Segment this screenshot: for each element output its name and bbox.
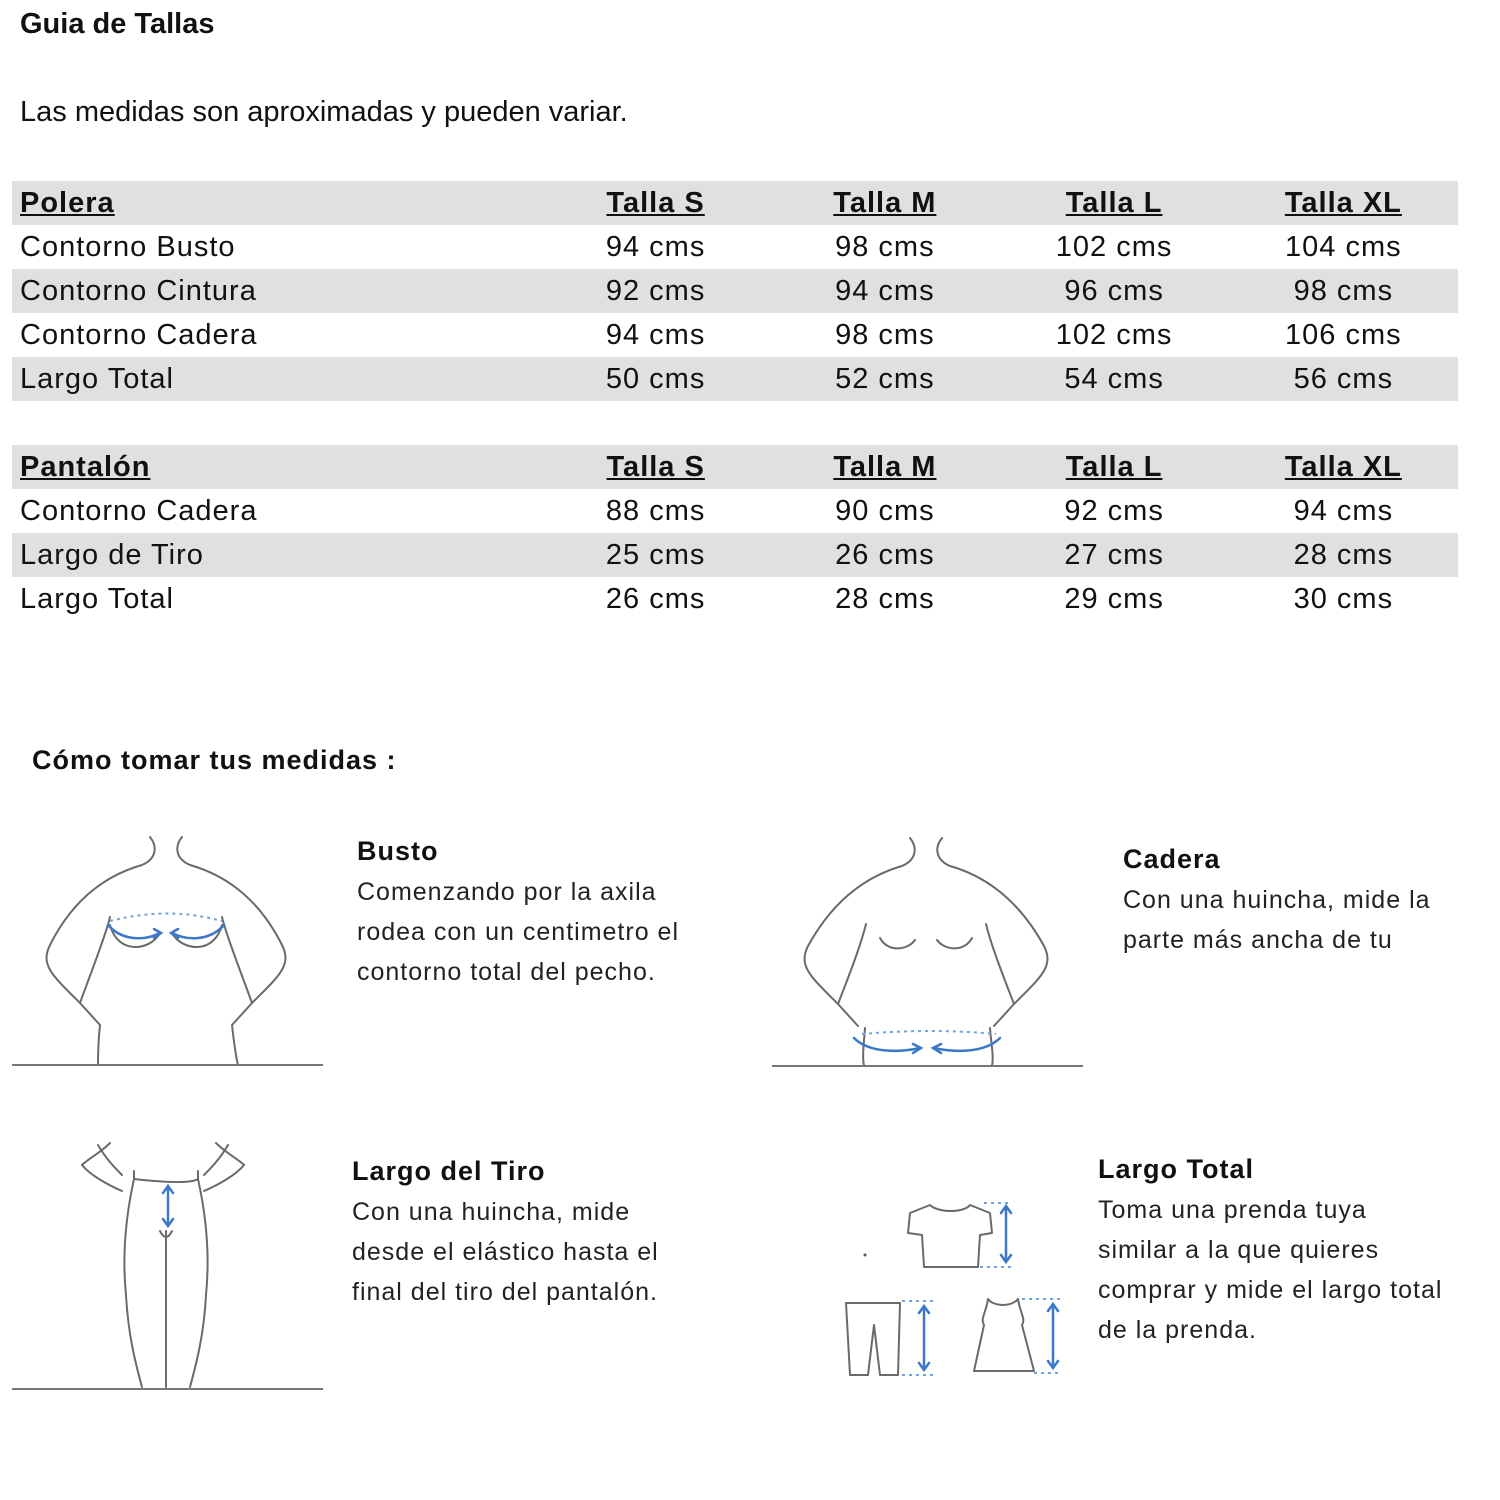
largo-heading: Largo Total — [1098, 1154, 1254, 1184]
table-cell: 94 cms — [1293, 494, 1394, 527]
table-cell: 25 cms — [541, 533, 770, 577]
column-header: Talla S — [541, 445, 770, 489]
row-label: Contorno Busto — [20, 230, 236, 263]
table-cell: 26 cms — [770, 533, 999, 577]
column-header: Talla S — [541, 181, 770, 225]
largo-line: similar a la que quieres — [1098, 1236, 1380, 1264]
table-row — [12, 313, 1458, 357]
table-cell: 52 cms — [770, 357, 999, 401]
cadera-line: parte más ancha de tu — [1123, 926, 1393, 954]
table-cell: 106 cms — [1285, 318, 1402, 351]
table-cell: 104 cms — [1285, 230, 1402, 263]
cadera-description — [1123, 880, 1500, 960]
table-cell: 90 cms — [835, 494, 935, 527]
table-cell: 88 cms — [605, 494, 706, 527]
table-cell: 28 cms — [835, 582, 935, 615]
table-cell: 30 cms — [1293, 582, 1394, 615]
table-cell: 56 cms — [1229, 357, 1458, 401]
largo-description — [1098, 1190, 1498, 1350]
table-row — [12, 577, 1458, 621]
table-cell: 94 cms — [605, 318, 706, 351]
cadera-heading: Cadera — [1123, 844, 1221, 874]
tiro-line: Con una huincha, mide — [352, 1198, 631, 1226]
row-label: Largo Total — [12, 357, 541, 401]
table-cell: 96 cms — [999, 269, 1228, 313]
table-cell: 92 cms — [1064, 494, 1164, 527]
garment-length-illustration — [840, 1195, 1070, 1385]
table-cell: 28 cms — [1229, 533, 1458, 577]
size-table-pantalon — [12, 445, 1458, 621]
table-row — [12, 225, 1458, 269]
busto-line: Comenzando por la axila — [357, 878, 657, 906]
row-label: Largo Total — [20, 582, 174, 615]
row-label: Contorno Cadera — [20, 318, 258, 351]
table-cell: 98 cms — [1229, 269, 1458, 313]
largo-line: de la prenda. — [1098, 1316, 1257, 1344]
size-table-polera — [12, 181, 1458, 401]
table-cell: 50 cms — [541, 357, 770, 401]
table-cell: 92 cms — [541, 269, 770, 313]
table-cell: 98 cms — [835, 230, 935, 263]
table-cell: 102 cms — [1055, 230, 1173, 263]
largo-line: Toma una prenda tuya — [1098, 1196, 1367, 1224]
table-cell: 94 cms — [605, 230, 706, 263]
busto-line: contorno total del pecho. — [357, 958, 656, 986]
table-header-row — [12, 181, 1458, 225]
busto-description — [357, 872, 777, 992]
tiro-line: final del tiro del pantalón. — [352, 1278, 658, 1306]
table-cell: 29 cms — [1064, 582, 1164, 615]
table-cell: 102 cms — [1055, 318, 1173, 351]
tiro-heading: Largo del Tiro — [352, 1156, 546, 1186]
column-header: Talla XL — [1229, 445, 1458, 489]
column-header: Talla L — [1000, 445, 1229, 489]
cadera-line: Con una huincha, mide la — [1123, 886, 1431, 914]
column-header: Talla M — [770, 181, 999, 225]
table-row — [12, 269, 1458, 313]
busto-heading: Busto — [357, 836, 439, 866]
column-header: Polera — [12, 181, 541, 225]
row-label: Contorno Cadera — [20, 494, 258, 527]
table-row — [12, 357, 1458, 401]
rise-measure-illustration — [10, 1135, 325, 1395]
column-header: Talla M — [770, 445, 999, 489]
table-row — [12, 533, 1458, 577]
page-subtitle: Las medidas son aproximadas y pueden variar. — [20, 96, 628, 128]
column-header: Talla XL — [1229, 181, 1458, 225]
tiro-description — [352, 1192, 772, 1312]
table-cell: 26 cms — [605, 582, 706, 615]
column-header: Talla L — [999, 181, 1228, 225]
table-cell: 98 cms — [835, 318, 935, 351]
table-row — [12, 489, 1458, 533]
table-cell: 27 cms — [1000, 533, 1229, 577]
bust-measure-illustration — [10, 825, 325, 1075]
table-header-row — [12, 445, 1458, 489]
how-to-measure-title: Cómo tomar tus medidas : — [32, 745, 397, 775]
row-label: Contorno Cintura — [12, 269, 541, 313]
page-title: Guia de Tallas — [20, 8, 215, 40]
column-header: Pantalón — [12, 445, 541, 489]
table-cell: 54 cms — [999, 357, 1228, 401]
largo-line: comprar y mide el largo total — [1098, 1276, 1443, 1304]
hip-measure-illustration — [770, 828, 1085, 1078]
busto-line: rodea con un centimetro el — [357, 918, 680, 946]
table-cell: 94 cms — [770, 269, 999, 313]
row-label: Largo de Tiro — [12, 533, 541, 577]
tiro-line: desde el elástico hasta el — [352, 1238, 659, 1266]
